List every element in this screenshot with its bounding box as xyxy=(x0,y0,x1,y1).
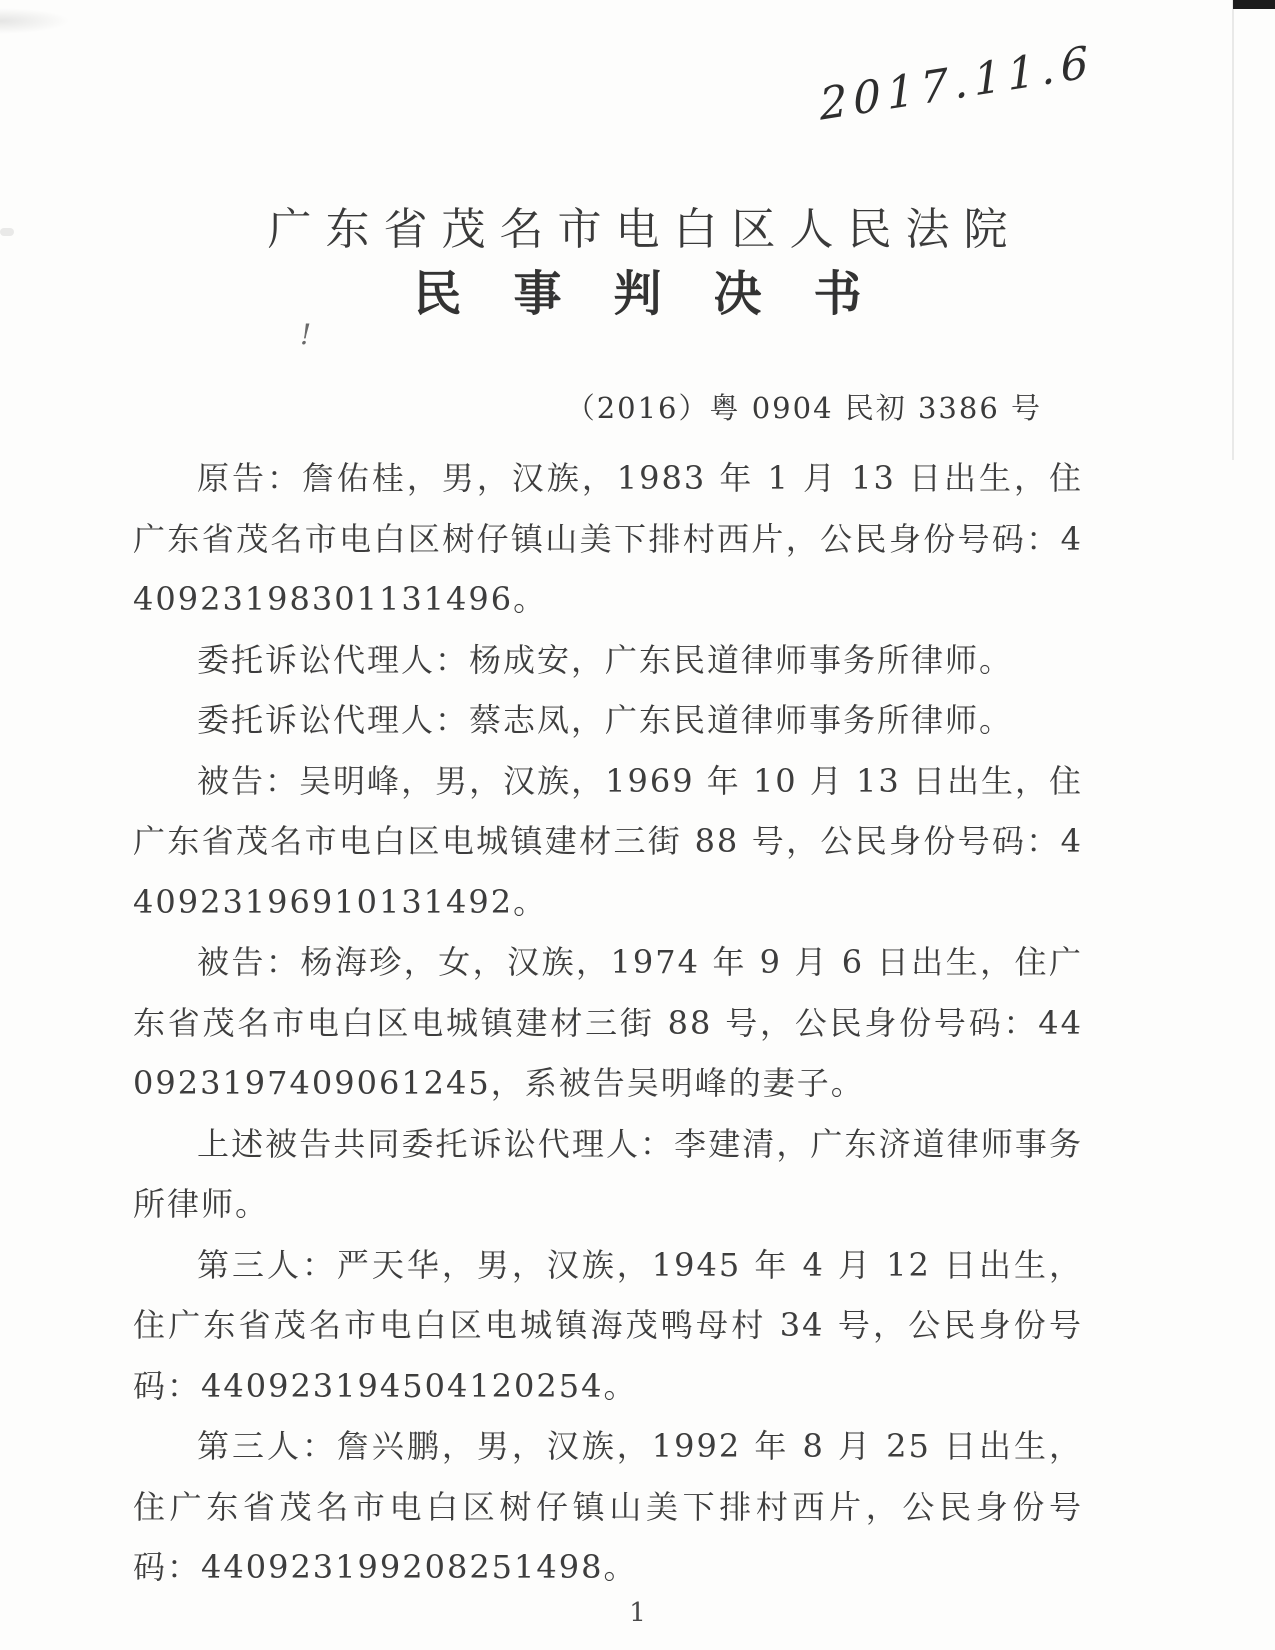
scan-smudge xyxy=(0,8,70,34)
scan-corner-artifact xyxy=(1233,0,1275,9)
page-number: 1 xyxy=(629,1598,646,1628)
body-paragraph: 原告：詹佑桂，男，汉族，1983 年 1 月 13 日出生，住广东省茂名市电白区树仔镇山美下排村西片，公民身份号码：440923198301131496。 xyxy=(133,459,1083,618)
body-paragraph: 被告：吴明峰，男，汉族，1969 年 10 月 13 日出生，住广东省茂名市电白区电城镇建材三街 88 号，公民身份号码：440923196910131492。 xyxy=(133,761,1083,921)
handwritten-date: 2017.11.6 xyxy=(818,36,1096,131)
body-paragraph: 委托诉讼代理人：杨成安，广东民道律师事务所律师。 xyxy=(197,640,1014,679)
case-number: （2016）粤 0904 民初 3386 号 xyxy=(565,391,1042,425)
judgment-body xyxy=(133,448,1083,1598)
body-paragraph: 第三人：严天华，男，汉族，1945 年 4 月 12 日出生，住广东省茂名市电白区电城镇海茂鸭母村 34 号，公民身份号码：440923194504120254。 xyxy=(133,1245,1083,1405)
document-type-title: 民事判决书 xyxy=(413,266,914,322)
body-paragraph: 上述被告共同委托诉讼代理人：李建清，广东济道律师事务所律师。 xyxy=(133,1124,1083,1223)
body-paragraph: 委托诉讼代理人：蔡志凤，广东民道律师事务所律师。 xyxy=(197,701,1014,739)
court-name-title: 广东省茂名市电白区人民法院 xyxy=(267,204,1022,255)
body-paragraph: 被告：杨海珍，女，汉族，1974 年 9 月 6 日出生，住广东省茂名市电白区电城镇建材三街 88 号，公民身份号码：440923197409061245，系被告吴明峰的妻子。 xyxy=(133,943,1083,1102)
body-paragraph: 第三人：詹兴鹏，男，汉族，1992 年 8 月 25 日出生，住广东省茂名市电白区树仔镇山美下排村西片，公民身份号码：440923199208251498。 xyxy=(133,1427,1083,1586)
stray-ink-mark: ! xyxy=(300,318,312,351)
